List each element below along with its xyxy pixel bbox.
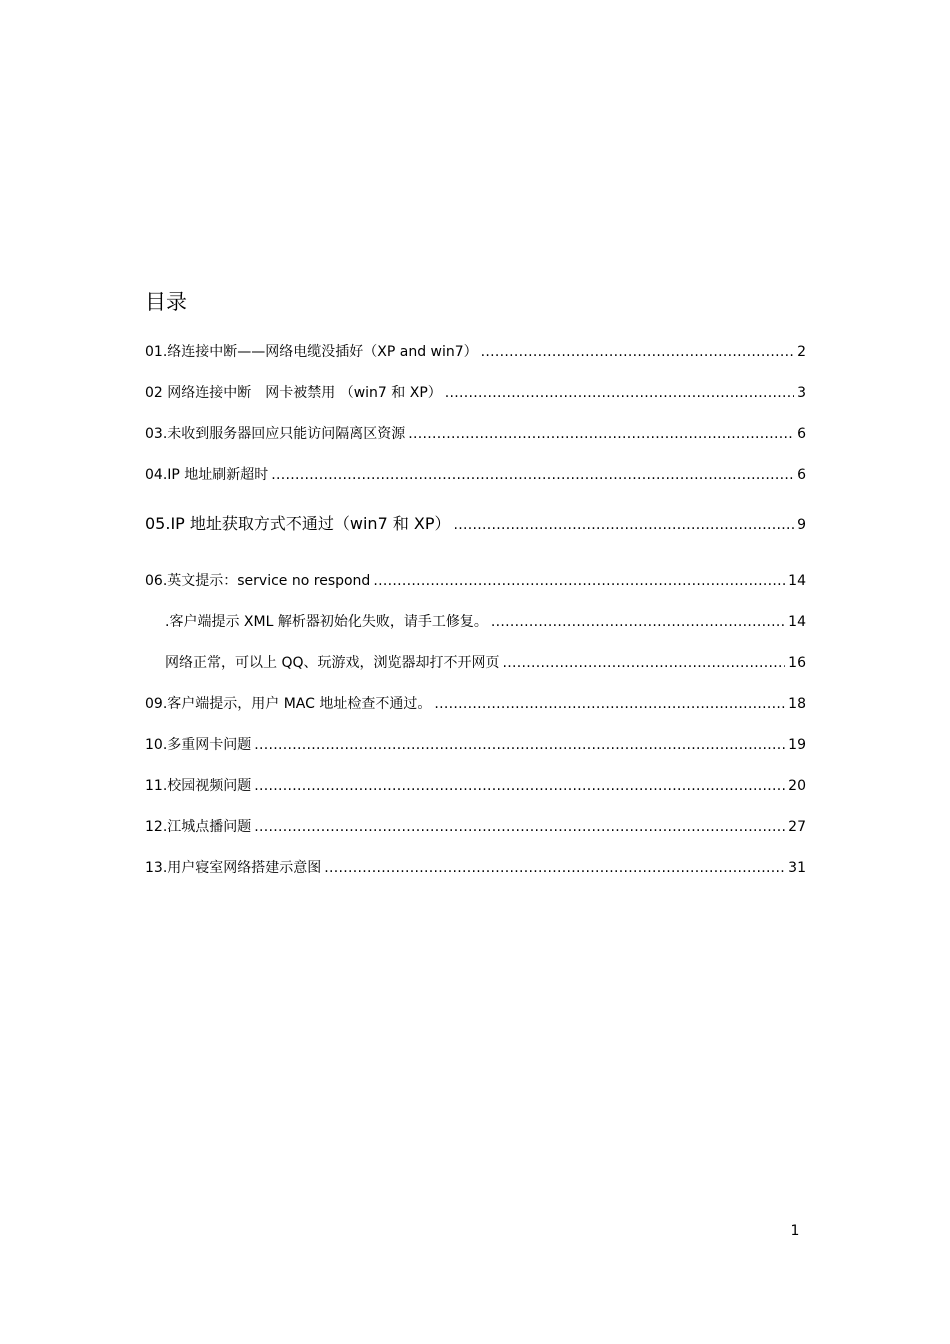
toc-entry-08[interactable] <box>165 653 806 673</box>
footer-page-number: 1 <box>790 1223 800 1239</box>
toc-page-number: 14 <box>788 573 806 589</box>
toc-entry-04[interactable] <box>145 465 806 485</box>
toc-entry-12[interactable] <box>145 817 806 837</box>
toc-leader <box>454 515 795 535</box>
toc-entry-text: 05.IP 地址获取方式不通过（win7 和 XP） <box>145 514 451 533</box>
toc-entry-05[interactable] <box>145 514 806 535</box>
toc-entry-text: 09.客户端提示，用户 MAC 地址检查不通过。 <box>145 696 432 712</box>
toc-leader <box>254 817 785 837</box>
toc-leader <box>324 858 785 878</box>
toc-leader <box>445 383 794 403</box>
toc-entry-text: 01.络连接中断——网络电缆没插好（XP and win7） <box>145 344 478 360</box>
toc-entry-11[interactable] <box>145 776 806 796</box>
toc-page-number: 27 <box>788 819 806 835</box>
toc-entry-text: .客户端提示 XML 解析器初始化失败，请手工修复。 <box>165 614 488 630</box>
toc-page-number: 9 <box>797 517 806 533</box>
toc-leader <box>254 735 785 755</box>
toc-entry-text: 04.IP 地址刷新超时 <box>145 467 269 483</box>
toc-entry-text: 13.用户寝室网络搭建示意图 <box>145 860 322 876</box>
toc-entry-02[interactable] <box>145 383 806 403</box>
toc-leader <box>254 776 785 796</box>
toc-page-number: 6 <box>797 467 806 483</box>
toc-entry-07[interactable] <box>165 612 806 632</box>
toc-page-number: 16 <box>788 655 806 671</box>
toc-page-number: 14 <box>788 614 806 630</box>
toc-page-number: 19 <box>788 737 806 753</box>
toc-page-number: 18 <box>788 696 806 712</box>
toc-leader <box>491 612 785 632</box>
toc-leader <box>373 571 785 591</box>
toc-entry-text: 03.未收到服务器回应只能访问隔离区资源 <box>145 426 406 442</box>
toc-entry-text: 10.多重网卡问题 <box>145 737 252 753</box>
toc-leader <box>271 465 794 485</box>
toc-entry-text: 12.江城点播问题 <box>145 819 252 835</box>
toc-title: 目录 <box>145 290 187 314</box>
toc-entry-text: 06.英文提示：service no respond <box>145 573 371 589</box>
toc-leader <box>503 653 786 673</box>
toc-page-number: 3 <box>797 385 806 401</box>
toc-entry-06[interactable] <box>145 571 806 591</box>
toc-entry-text: 11.校园视频问题 <box>145 778 252 794</box>
toc-entry-text: 02 网络连接中断 网卡被禁用 （win7 和 XP） <box>145 385 442 401</box>
toc-entry-text: 网络正常，可以上 QQ、玩游戏，浏览器却打不开网页 <box>165 655 500 671</box>
toc-page-number: 31 <box>788 860 806 876</box>
toc-entry-13[interactable] <box>145 858 806 878</box>
toc-page-number: 2 <box>797 344 806 360</box>
toc-leader <box>481 342 794 362</box>
toc-entry-01[interactable] <box>145 342 806 362</box>
toc-page-number: 6 <box>797 426 806 442</box>
toc-leader <box>434 694 785 714</box>
toc-page-number: 20 <box>788 778 806 794</box>
toc-entry-09[interactable] <box>145 694 806 714</box>
toc-entry-10[interactable] <box>145 735 806 755</box>
toc-leader <box>408 424 794 444</box>
toc-entry-03[interactable] <box>145 424 806 444</box>
